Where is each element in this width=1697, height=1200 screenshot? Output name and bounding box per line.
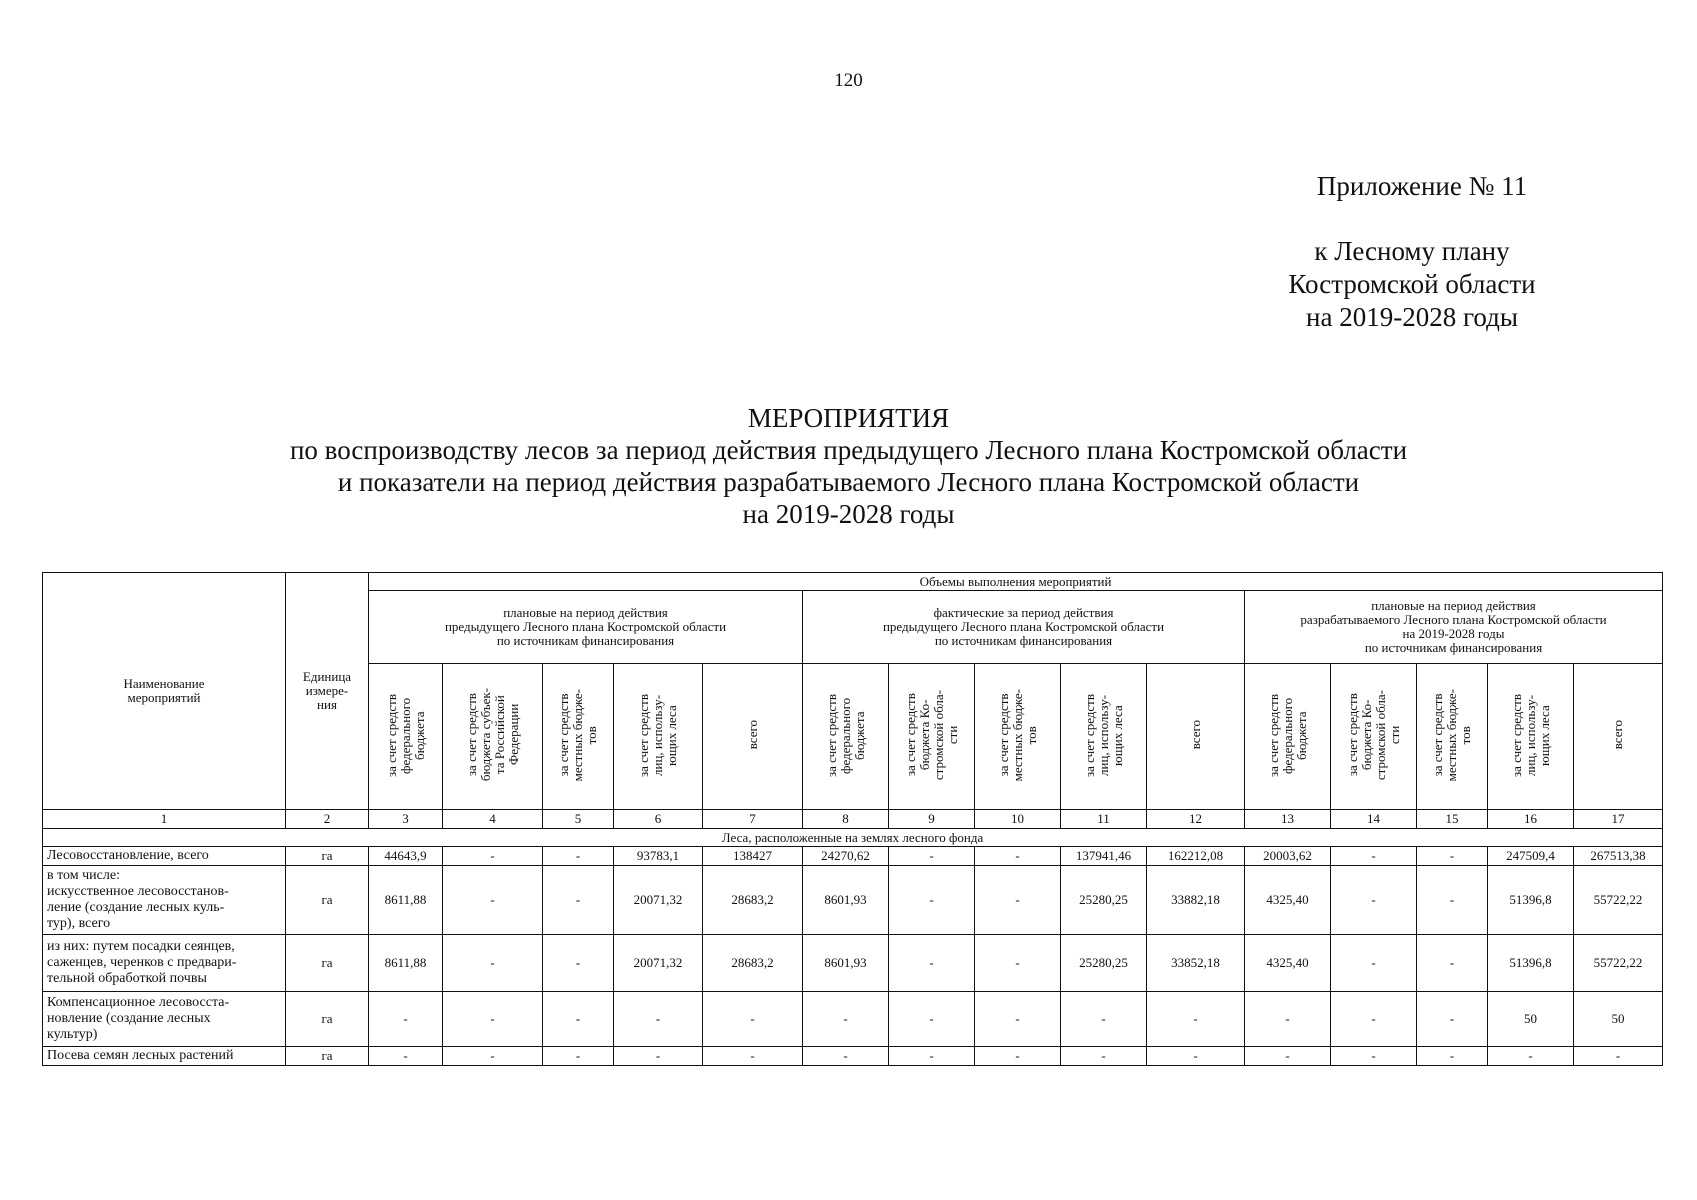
header-group-planned-previous: плановые на период действия предыдущего Лесного плана Костромской области по источникам финансирования [369,591,803,664]
table-cell: - [1245,992,1331,1047]
header-name: Наименование мероприятий [43,573,286,810]
header-source-label: всего [1187,720,1203,750]
measures-table [42,572,1663,1066]
row-name: в том числе: искусственное лесовосстанов- ление (создание лесных куль- тур), всего [43,866,286,935]
table-cell: 8601,93 [803,935,889,992]
table-cell: - [1574,1047,1663,1066]
header-source-label: за счет средств бюджета субъек- та Российской Федерации [463,688,521,782]
table-cell: - [369,992,443,1047]
table-cell: - [975,1047,1061,1066]
column-number: 13 [1245,810,1331,829]
table-cell: 138427 [703,847,803,866]
table-cell: - [703,992,803,1047]
table-cell: 28683,2 [703,866,803,935]
column-number: 12 [1147,810,1245,829]
header-source-col-3 [369,664,443,810]
table-row [43,935,1663,992]
table-cell: - [1417,847,1488,866]
appendix-block [1262,170,1562,334]
table-cell: - [614,992,703,1047]
header-source-col-7 [703,664,803,810]
header-source-col-4 [443,664,543,810]
table-cell: - [889,847,975,866]
table-row [43,866,1663,935]
table-cell: - [889,1047,975,1066]
section-title: Леса, расположенные на землях лесного фонда [43,829,1663,847]
header-source-label: за счет средств лиц, использу- ющих леса [1508,693,1552,777]
table-cell: 137941,46 [1061,847,1147,866]
header-source-label: за счет средств бюджета Ко- стромской обла- сти [902,689,960,781]
table-cell: - [975,847,1061,866]
heading-line-1: по воспроизводству лесов за период действия предыдущего Лесного плана Костромской области [289,435,1408,465]
table-cell: - [543,935,614,992]
table-cell: - [1417,1047,1488,1066]
table-cell: - [889,866,975,935]
heading-line-2: и показатели на период действия разрабатываемого Лесного плана Костромской области [337,467,1360,497]
table-cell: 55722,22 [1574,866,1663,935]
header-source-col-8 [803,664,889,810]
table-cell: - [543,866,614,935]
row-unit: га [286,1047,369,1066]
row-name: Посева семян лесных растений [43,1047,286,1066]
table-cell: 247509,4 [1488,847,1574,866]
row-unit: га [286,866,369,935]
table-cell: 8611,88 [369,866,443,935]
table-cell: - [443,1047,543,1066]
header-source-label: за счет средств лиц, использу- ющих леса [1081,693,1125,777]
heading-title: МЕРОПРИЯТИЯ [747,403,950,433]
header-source-label: за счет средств местных бюдже- тов [995,688,1039,782]
table-cell: - [803,992,889,1047]
appendix-line-3: на 2019-2028 годы [1306,302,1518,332]
header-source-col-10 [975,664,1061,810]
table-cell: 51396,8 [1488,866,1574,935]
table-cell: 93783,1 [614,847,703,866]
table-cell: - [1331,1047,1417,1066]
table-row [43,847,1663,866]
table-cell: - [1417,992,1488,1047]
table-cell: - [1245,1047,1331,1066]
table-cell: - [1147,1047,1245,1066]
table-cell: 24270,62 [803,847,889,866]
document-heading [0,402,1697,530]
table-cell: - [1331,847,1417,866]
header-source-col-9 [889,664,975,810]
column-number: 8 [803,810,889,829]
row-name: Компенсационное лесовосста- новление (создание лесных культур) [43,992,286,1047]
table-cell: - [543,992,614,1047]
table-cell: 50 [1574,992,1663,1047]
table-cell: - [703,1047,803,1066]
table-cell: 267513,38 [1574,847,1663,866]
table-cell: 28683,2 [703,935,803,992]
header-source-col-5 [543,664,614,810]
column-number: 9 [889,810,975,829]
table-cell: 4325,40 [1245,935,1331,992]
appendix-title: Приложение № 11 [1316,171,1528,201]
section-row [43,829,1663,847]
column-number: 6 [614,810,703,829]
table-row [43,992,1663,1047]
header-group-planned-new: плановые на период действия разрабатываемого Лесного плана Костромской области на 2019-2028 годы по источникам финансирования [1245,591,1663,664]
table-cell: - [543,847,614,866]
column-number: 7 [703,810,803,829]
row-name: из них: путем посадки сеянцев, саженцев, черенков с предвари- тельной обработкой почвы [43,935,286,992]
table-cell: 44643,9 [369,847,443,866]
header-source-col-15 [1417,664,1488,810]
table-cell: - [443,847,543,866]
table-cell: - [889,935,975,992]
table-cell: - [1147,992,1245,1047]
heading-line-3: на 2019-2028 годы [742,499,955,529]
header-source-col-16 [1488,664,1574,810]
column-number: 15 [1417,810,1488,829]
header-row-volumes [43,573,1663,591]
column-number: 10 [975,810,1061,829]
header-source-col-13 [1245,664,1331,810]
table-cell: - [1331,935,1417,992]
header-source-label: за счет средств местных бюдже- тов [556,688,599,782]
header-source-label: за счет средств бюджета Ко- стромской обла- сти [1344,689,1402,781]
column-number: 11 [1061,810,1147,829]
table-cell: - [975,866,1061,935]
table-cell: - [443,935,543,992]
table-cell: 8601,93 [803,866,889,935]
header-source-label: за счет средств федерального бюджета [383,693,427,777]
table-cell: - [443,866,543,935]
table-cell: 20003,62 [1245,847,1331,866]
header-source-label: за счет средств лиц, использу- ющих леса [636,693,679,777]
header-source-col-11 [1061,664,1147,810]
header-source-label: за счет средств федерального бюджета [823,693,867,777]
table-cell: - [889,992,975,1047]
table-cell: 25280,25 [1061,935,1147,992]
column-number: 4 [443,810,543,829]
header-volumes: Объемы выполнения мероприятий [369,573,1663,591]
table-cell: 33852,18 [1147,935,1245,992]
table-cell: - [443,992,543,1047]
table-cell: 25280,25 [1061,866,1147,935]
header-source-label: за счет средств местных бюдже- тов [1430,688,1473,782]
table-cell: - [614,1047,703,1066]
table-cell: - [1417,935,1488,992]
column-number: 3 [369,810,443,829]
header-source-label: всего [1610,720,1625,750]
column-number: 16 [1488,810,1574,829]
row-unit: га [286,935,369,992]
table-row [43,1047,1663,1066]
table-cell: 20071,32 [614,935,703,992]
table-cell: 51396,8 [1488,935,1574,992]
table-cell: - [803,1047,889,1066]
header-unit: Единица измере- ния [286,573,369,810]
header-source-label: за счет средств федерального бюджета [1265,693,1309,777]
table-cell: 4325,40 [1245,866,1331,935]
table-cell: - [1061,1047,1147,1066]
header-source-col-17 [1574,664,1663,810]
table-cell: 8611,88 [369,935,443,992]
table-cell: - [975,992,1061,1047]
column-number: 14 [1331,810,1417,829]
table-cell: 33882,18 [1147,866,1245,935]
column-number: 1 [43,810,286,829]
header-group-actual-previous: фактические за период действия предыдущего Лесного плана Костромской области по источникам финансирования [803,591,1245,664]
appendix-line-1: к Лесному плану [1314,236,1510,266]
header-source-col-6 [614,664,703,810]
page-number: 120 [834,70,863,91]
row-unit: га [286,992,369,1047]
table-cell: - [1417,866,1488,935]
header-source-col-14 [1331,664,1417,810]
table-cell: - [1331,992,1417,1047]
column-number: 2 [286,810,369,829]
table-cell: - [543,1047,614,1066]
table-cell: 50 [1488,992,1574,1047]
table-cell: - [1331,866,1417,935]
table-cell: - [1488,1047,1574,1066]
row-unit: га [286,847,369,866]
table-cell: 55722,22 [1574,935,1663,992]
table-cell: - [1061,992,1147,1047]
table-cell: - [975,935,1061,992]
header-source-col-12 [1147,664,1245,810]
appendix-line-2: Костромской области [1288,269,1536,299]
table-cell: 20071,32 [614,866,703,935]
table-cell: 162212,08 [1147,847,1245,866]
column-number: 17 [1574,810,1663,829]
row-name: Лесовосстановление, всего [43,847,286,866]
column-number-row [43,810,1663,829]
header-source-label: всего [744,720,760,750]
table-cell: - [369,1047,443,1066]
column-number: 5 [543,810,614,829]
